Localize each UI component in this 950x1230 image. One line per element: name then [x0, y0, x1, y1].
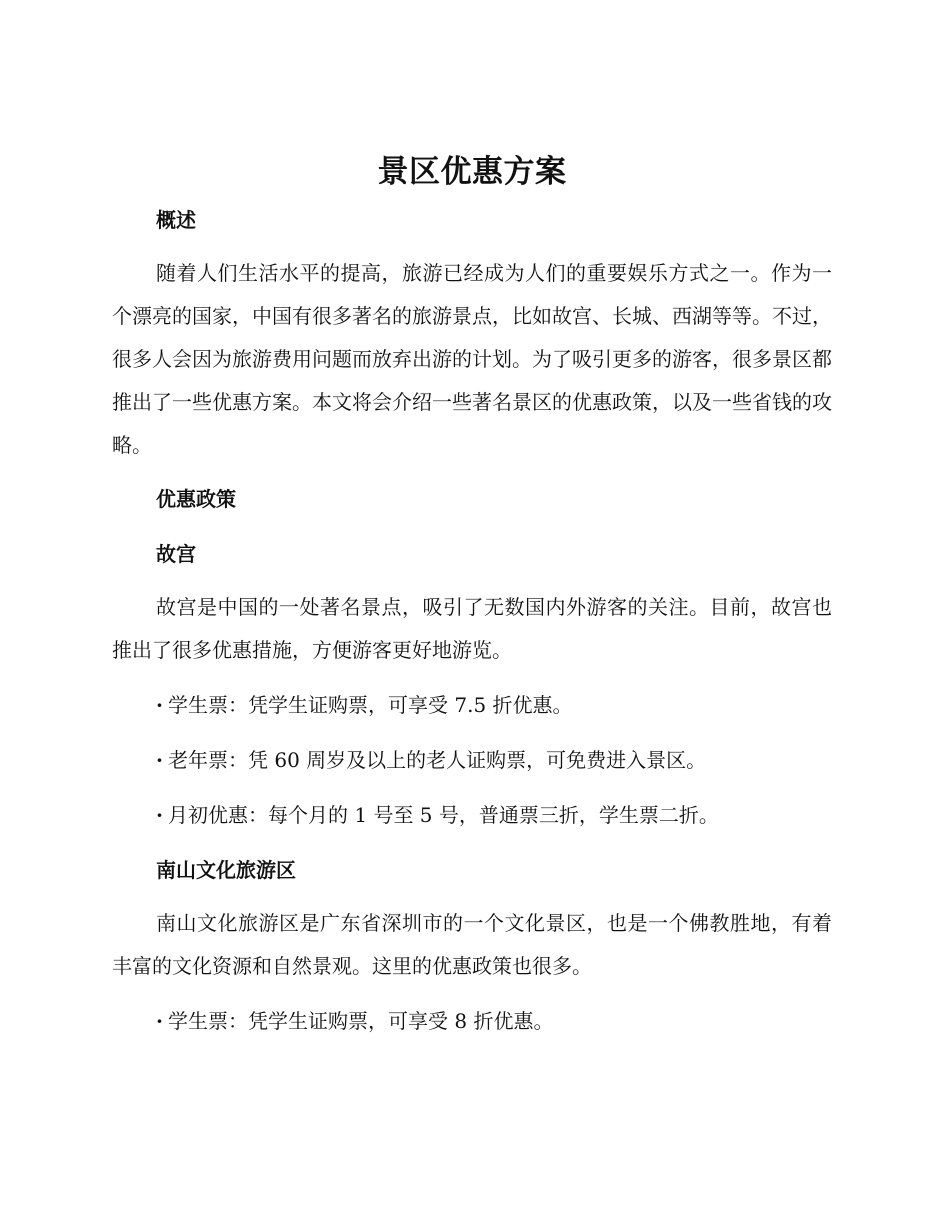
gugong-bullet-student	[156, 690, 573, 720]
nanshan-paragraph: 南山文化旅游区是广东省深圳市的一个文化景区，也是一个佛教胜地，有着丰富的文化资源和自然景观。这里的优惠政策也很多。	[112, 911, 832, 978]
nanshan-bullet-student	[156, 1006, 553, 1036]
gugong-bullet-senior	[156, 745, 706, 775]
bullet-text: 学生票：凭学生证购票，可享受 7.5 折优惠。	[168, 693, 573, 717]
overview-paragraph: 随着人们生活水平的提高，旅游已经成为人们的重要娱乐方式之一。作为一个漂亮的国家，中国有很多著名的旅游景点，比如故宫、长城、西湖等等。不过，很多人会因为旅游费用问题而放弃出游的计划。为了吸引更多的游客，很多景区都推出了一些优惠方案。本文将会介绍一些著名景区的优惠政策，以及一些省钱的攻略。	[112, 261, 832, 457]
subsection-heading-nanshan: 南山文化旅游区	[156, 858, 296, 882]
bullet-text: 学生票：凭学生证购票，可享受 8 折优惠。	[168, 1009, 554, 1033]
bullet-text: 老年票：凭 60 周岁及以上的老人证购票，可免费进入景区。	[168, 748, 707, 772]
bullet-marker: ·	[156, 693, 163, 717]
bullet-text: 月初优惠：每个月的 1 号至 5 号，普通票三折，学生票二折。	[168, 803, 719, 827]
gugong-paragraph: 故宫是中国的一处著名景点，吸引了无数国内外游客的关注。目前，故宫也推出了很多优惠措施，方便游客更好地游览。	[112, 595, 832, 662]
bullet-marker: ·	[156, 748, 163, 772]
section-heading-policies: 优惠政策	[156, 487, 236, 511]
section-heading-overview: 概述	[156, 208, 196, 232]
gugong-bullet-month-start	[156, 800, 719, 830]
subsection-heading-gugong: 故宫	[156, 542, 196, 566]
document-title: 景区优惠方案	[377, 154, 567, 190]
bullet-marker: ·	[156, 803, 163, 827]
bullet-marker: ·	[156, 1009, 163, 1033]
